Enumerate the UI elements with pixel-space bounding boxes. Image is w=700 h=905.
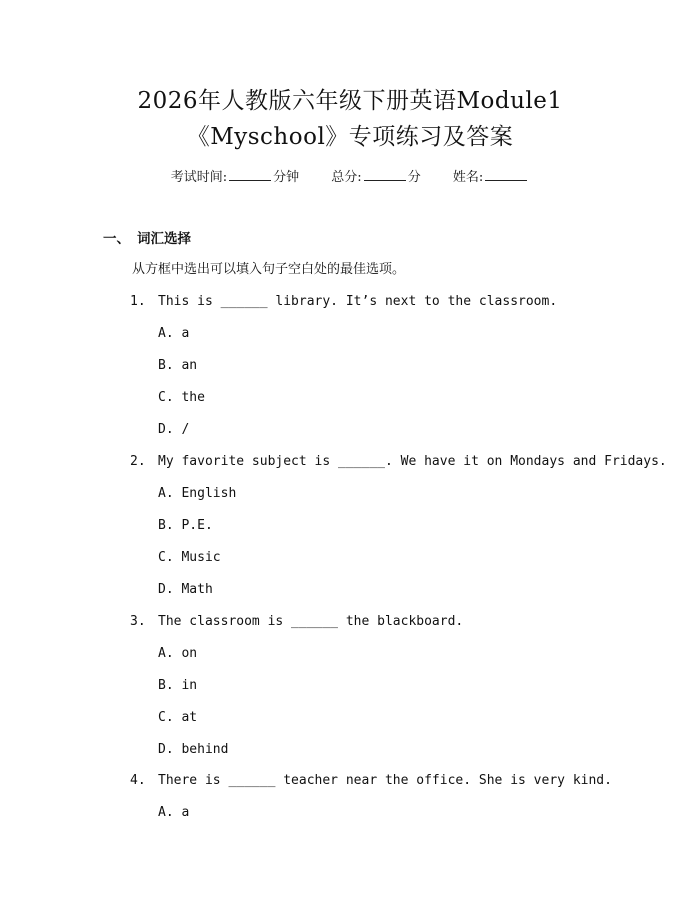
question-text: There is ______ teacher near the office. She is very kind. [158, 773, 612, 788]
question-item [130, 292, 557, 312]
exam-time-unit: 分钟 [273, 170, 300, 185]
document-title-line-1: 2026年人教版六年级下册英语Module1 [137, 88, 563, 114]
exam-info [0, 168, 700, 187]
answer-option: C. the [158, 390, 205, 405]
exam-time [171, 170, 304, 185]
total-score-unit: 分 [407, 170, 421, 185]
answer-option: C. at [158, 710, 198, 725]
question-text: This is ______ library. It’s next to the classroom. [158, 294, 558, 309]
student-name [453, 170, 529, 185]
question-item [130, 612, 463, 632]
section-heading [103, 229, 191, 249]
total-score-blank [364, 168, 406, 181]
question-number: 2. [130, 454, 146, 469]
answer-option: B. P.E. [158, 518, 213, 533]
question-number: 3. [130, 614, 146, 629]
answer-option: D. / [158, 422, 190, 437]
section-title: 词汇选择 [137, 231, 191, 247]
question-number: 4. [130, 773, 146, 788]
answer-option: C. Music [158, 550, 221, 565]
answer-option: D. Math [158, 582, 213, 597]
section-instruction: 从方框中选出可以填入句子空白处的最佳选项。 [132, 262, 406, 277]
student-name-blank [485, 168, 527, 181]
answer-option: D. behind [158, 742, 229, 757]
student-name-label: 姓名: [452, 170, 484, 185]
answer-option: A. English [158, 486, 237, 501]
answer-option: A. a [158, 326, 190, 341]
question-text: My favorite subject is ______. We have it on Mondays and Fridays. [158, 454, 667, 469]
answer-option: B. an [158, 358, 198, 373]
question-text: The classroom is ______ the blackboard. [158, 614, 464, 629]
answer-option: A. a [158, 805, 190, 820]
question-item [130, 771, 612, 791]
question-number: 1. [130, 294, 146, 309]
exam-time-label: 考试时间: [170, 170, 228, 185]
section-number: 一、 [103, 231, 130, 247]
answer-option: A. on [158, 646, 198, 661]
question-item [130, 452, 667, 472]
document-title-line-2: 《Myschool》专项练习及答案 [186, 124, 514, 150]
total-score-label: 总分: [331, 170, 362, 185]
answer-option: B. in [158, 678, 198, 693]
total-score [331, 170, 425, 185]
exam-time-blank [229, 168, 271, 181]
